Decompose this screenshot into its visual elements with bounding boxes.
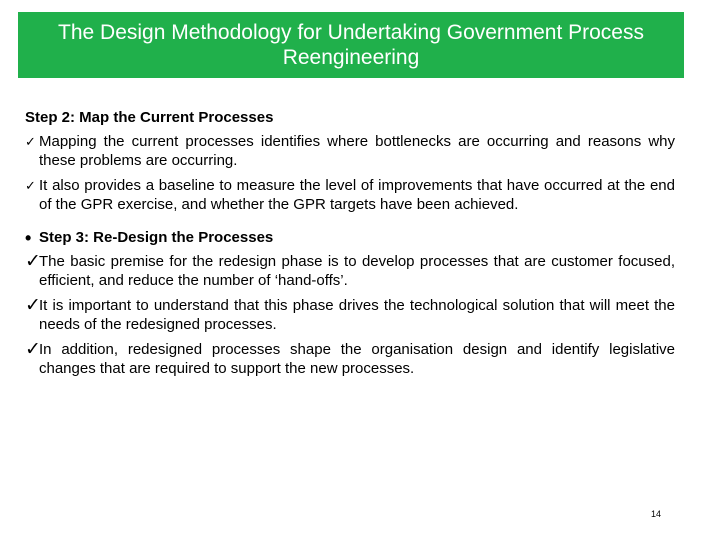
page-number: 14 (651, 509, 662, 519)
step3-heading (25, 228, 675, 248)
step2-bullet-1-text: Mapping the current processes identifies where bottlenecks are occurring and reasons why these problems are occurring. (39, 133, 675, 169)
step2-bullet-2-text: It also provides a baseline to measure the level of improvements that have occurred at the end of the GPR exercise, and whether the GPR targets have been achieved. (39, 177, 675, 213)
step3-bullet-1-text: The basic premise for the redesign phase is to develop processes that are customer focused, efficient, and reduce the number of ‘hand-offs’. (39, 253, 675, 289)
checkmark-icon: ✓ (25, 178, 36, 193)
step2-bullet-2 (25, 176, 675, 214)
slide-content (25, 108, 675, 378)
checkmark-icon: ✓ (25, 295, 41, 316)
checkmark-icon: ✓ (25, 251, 41, 272)
step3-bullet-1 (25, 252, 675, 290)
step3-bullet-3 (25, 340, 675, 378)
step2-heading: Step 2: Map the Current Processes (25, 109, 274, 126)
bullet-dot-icon: • (25, 228, 32, 248)
checkmark-icon: ✓ (25, 134, 36, 149)
step3-bullet-2 (25, 296, 675, 334)
slide-title (18, 12, 684, 78)
step3-bullet-2-text: It is important to understand that this phase drives the technological solution that will meet the needs of the redesigned processes. (39, 297, 675, 333)
checkmark-icon: ✓ (25, 339, 41, 360)
step2-bullet-1 (25, 132, 675, 170)
step3-heading-text: Step 3: Re-Design the Processes (39, 229, 274, 246)
slide-title-text: The Design Methodology for Undertaking Government Process Reengineering (58, 21, 644, 69)
step3-bullet-3-text: In addition, redesigned processes shape the organisation design and identify legislative changes that are required to support the new processes. (39, 341, 675, 377)
